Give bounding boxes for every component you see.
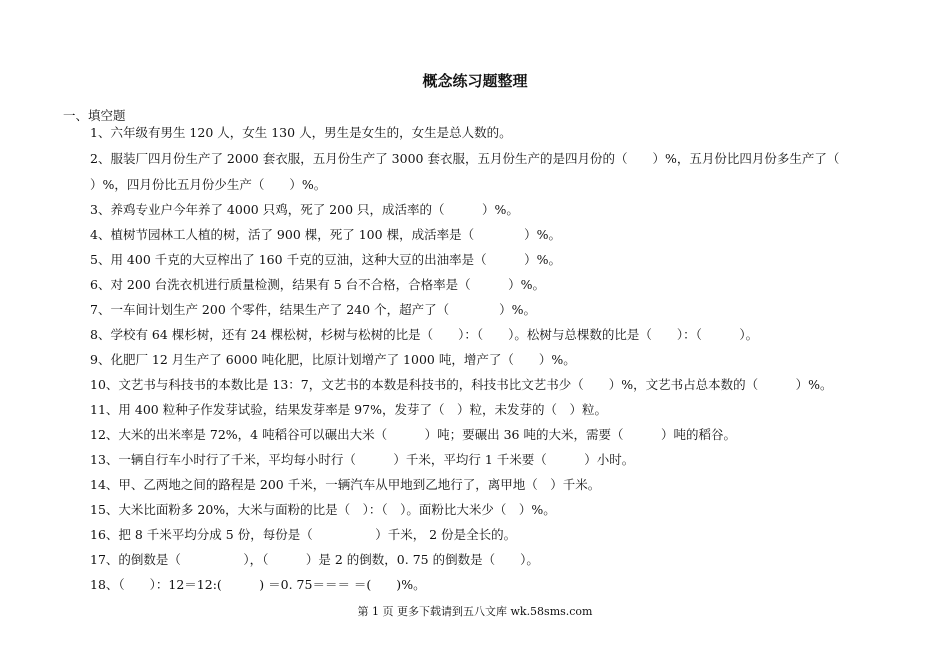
question-2: 2、服装厂四月份生产了 2000 套衣服，五月份生产了 3000 套衣服，五月份生产的是四月份的（ ）%，五月份比四月份多生产了（ — [90, 151, 840, 166]
document-title: 概念练习题整理 — [422, 72, 528, 90]
question-13: 13、一辆自行车小时行了千米，平均每小时行（ ）千米，平均行 1 千米要（ ）小时。 — [90, 452, 635, 467]
question-17: 17、的倒数是（ ），（ ）是 2 的倒数，0. 75 的倒数是（ ）。 — [90, 552, 539, 567]
question-11: 11、用 400 粒种子作发芽试验，结果发芽率是 97%，发芽了（ ）粒，未发芽的（ ）粒。 — [90, 402, 607, 417]
question-4: 4、植树节园林工人植的树，活了 900 棵，死了 100 棵，成活率是（ ）%。 — [90, 227, 561, 242]
question-14: 14、甲、乙两地之间的路程是 200 千米，一辆汽车从甲地到乙地行了，离甲地（ ）千米。 — [90, 477, 601, 492]
question-18: 18、（ ）：12＝12:( ) ＝0. 75＝＝＝ ＝( )%。 — [90, 577, 426, 592]
question-10: 10、文艺书与科技书的本数比是 13：7，文艺书的本数是科技书的，科技书比文艺书少（ ）%，文艺书占总本数的（ ）%。 — [90, 377, 833, 392]
question-6: 6、对 200 台洗衣机进行质量检测，结果有 5 台不合格，合格率是（ ）%。 — [90, 277, 546, 292]
question-15: 15、大米比面粉多 20%，大米与面粉的比是（ ）：（ ）。面粉比大米少（ ）%。 — [90, 502, 556, 517]
question-7: 7、一车间计划生产 200 个零件，结果生产了 240 个，超产了（ ）%。 — [90, 302, 536, 317]
section-heading: 一、填空题 — [63, 108, 126, 123]
question-9: 9、化肥厂 12 月生产了 6000 吨化肥，比原计划增产了 1000 吨，增产了（ ）%。 — [90, 352, 576, 367]
question-3: 3、养鸡专业户今年养了 4000 只鸡，死了 200 只，成活率的（ ）%。 — [90, 202, 519, 217]
page-footer: 第 1 页 更多下载请到五八文库 wk.58sms.com — [357, 605, 593, 618]
question-5: 5、用 400 千克的大豆榨出了 160 千克的豆油，这种大豆的出油率是（ ）%。 — [90, 252, 561, 267]
question-1: 1、六年级有男生 120 人，女生 130 人，男生是女生的，女生是总人数的。 — [90, 125, 512, 140]
question-8: 8、学校有 64 棵杉树，还有 24 棵松树，杉树与松树的比是（ ）：（ ）。松树与总棵数的比是（ ）：（ ）。 — [90, 327, 759, 342]
question-2-continuation: ）%，四月份比五月份少生产（ ）%。 — [90, 177, 327, 192]
question-16: 16、把 8 千米平均分成 5 份，每份是（ ）千米， 2 份是全长的。 — [90, 527, 517, 542]
question-12: 12、大米的出米率是 72%，4 吨稻谷可以碾出大米（ ）吨；要碾出 36 吨的大米，需要（ ）吨的稻谷。 — [90, 427, 736, 442]
